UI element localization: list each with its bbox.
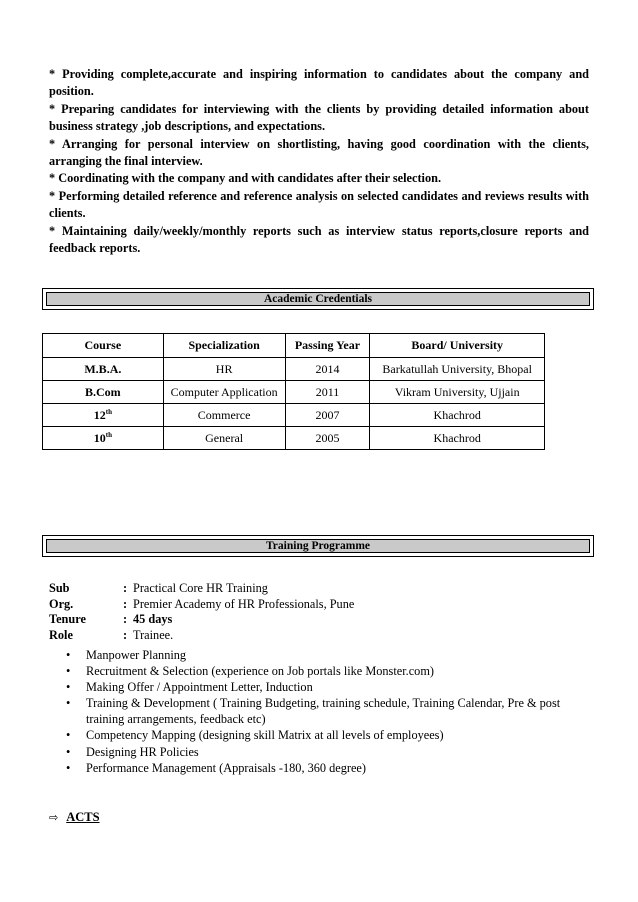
column-header-specialization: Specialization [163,334,285,358]
training-org-value: Premier Academy of HR Professionals, Pune [133,596,355,611]
bullet-icon: • [66,680,71,695]
training-sub-value: Practical Core HR Training [133,581,268,595]
responsibility-item: * Providing complete,accurate and inspiring information to candidates about the company and position. [49,67,589,99]
ordinal-suffix: th [105,407,112,416]
cell-year: 2014 [285,358,370,381]
training-tenure-value: 45 days [133,612,173,626]
training-role-label: Role [49,627,73,642]
list-item: • Designing HR Policies [66,744,199,759]
ordinal-suffix: th [105,430,112,439]
cell-specialization: Commerce [163,404,285,427]
table-row [43,404,545,427]
arrow-right-icon: ⇨ [49,811,59,824]
bullet-icon: • [66,648,71,662]
colon: : [123,581,128,595]
colon: : [123,612,128,626]
training-org-row [49,597,354,613]
table-row [43,381,545,404]
cell-course: B.Com [43,381,164,404]
responsibility-item: * Performing detailed reference and reference analysis on selected candidates and reviews results with clients. [49,188,589,221]
training-section-title: Training Programme [46,539,590,553]
responsibility-item: * Maintaining daily/weekly/monthly reports such as interview status reports,closure reports and feedback reports. [49,223,589,256]
cell-board: Barkatullah University, Bhopal [370,358,545,381]
bullet-icon: • [66,696,71,711]
bullet-icon: • [66,728,71,743]
list-item: • Making Offer / Appointment Letter, Induction [66,680,313,695]
cell-board: Vikram University, Ujjain [370,381,545,404]
colon: : [123,627,128,642]
cell-year: 2011 [285,381,370,404]
training-org-label: Org. [49,596,74,611]
list-item: • Training & Development ( Training Budgeting, training schedule, Training Calendar, Pre & post training arrangements, feedback etc) [66,696,561,727]
responsibility-item: * Preparing candidates for interviewing with the clients by providing detailed information about business strategy ,job descriptions, and expectations. [49,101,589,134]
academic-credentials-table [42,333,545,450]
cell-specialization: General [163,427,285,450]
colon: : [123,596,128,611]
responsibility-item: * Coordinating with the company and with candidates after their selection. [49,171,442,186]
training-tenure-row [49,612,354,628]
table-row [43,427,545,450]
training-section-header [42,535,594,557]
training-skills-list [66,647,588,776]
cell-specialization: HR [163,358,285,381]
cell-year: 2005 [285,427,370,450]
cell-specialization: Computer Application [163,381,285,404]
bullet-icon: • [66,664,71,679]
training-role-value: Trainee. [133,627,174,642]
column-header-passing-year: Passing Year [285,334,370,358]
cell-board: Khachrod [370,404,545,427]
cell-course: 12th [43,404,164,427]
column-header-board: Board/ University [370,334,545,358]
responsibilities-list [49,66,589,257]
training-role-row [49,628,354,644]
cell-course: 10th [43,427,164,450]
responsibility-item: * Arranging for personal interview on shortlisting, having good coordination with the clients, arranging the final interview. [49,136,589,169]
cell-year: 2007 [285,404,370,427]
list-item: • Manpower Planning [66,648,187,662]
cell-board: Khachrod [370,427,545,450]
column-header-course: Course [43,334,164,358]
list-item: • Competency Mapping (designing skill Matrix at all levels of employees) [66,728,444,743]
list-item: • Recruitment & Selection (experience on Job portals like Monster.com) [66,664,434,679]
training-tenure-label: Tenure [49,612,86,626]
training-sub-row [49,581,354,597]
table-row [43,358,545,381]
table-header-row [43,334,545,358]
training-details [49,581,354,643]
acts-heading [49,810,100,825]
academic-section-title: Academic Credentials [46,292,590,306]
list-item: • Performance Management (Appraisals -180, 360 degree) [66,760,366,775]
acts-label: ACTS [66,810,100,824]
academic-section-header [42,288,594,310]
bullet-icon: • [66,744,71,759]
training-sub-label: Sub [49,581,70,595]
bullet-icon: • [66,760,71,775]
cell-course: M.B.A. [43,358,164,381]
